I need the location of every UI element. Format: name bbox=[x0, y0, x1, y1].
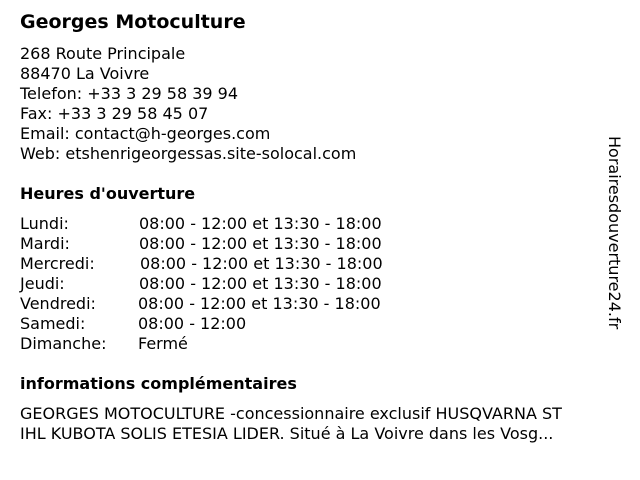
hours-day: Jeudi: bbox=[20, 274, 65, 293]
hours-time: 08:00 - 12:00 et 13:30 - 18:00 bbox=[139, 214, 382, 233]
phone-number: Telefon: +33 3 29 58 39 94 bbox=[20, 84, 239, 103]
website-address: Web: etshenrigeorgessas.site-solocal.com bbox=[20, 144, 357, 163]
email-address: Email: contact@h-georges.com bbox=[20, 124, 271, 143]
hours-time: 08:00 - 12:00 et 13:30 - 18:00 bbox=[138, 294, 381, 313]
info-line-1: GEORGES MOTOCULTURE -concessionnaire exclusif HUSQVARNA ST bbox=[20, 404, 562, 423]
hours-day: Vendredi: bbox=[20, 294, 96, 313]
contact-block bbox=[20, 44, 356, 164]
hours-time: 08:00 - 12:00 et 13:30 - 18:00 bbox=[140, 254, 383, 273]
info-description bbox=[20, 404, 620, 444]
hours-time: Fermé bbox=[138, 334, 188, 353]
hours-time: 08:00 - 12:00 bbox=[138, 314, 247, 333]
hours-day: Mardi: bbox=[20, 234, 70, 253]
info-line-2: IHL KUBOTA SOLIS ETESIA LIDER. Situé à La Voivre dans les Vosg... bbox=[20, 424, 554, 443]
hours-day: Lundi: bbox=[20, 214, 69, 233]
address-line-1: 268 Route Principale bbox=[20, 44, 186, 63]
business-name: Georges Motoculture bbox=[20, 11, 246, 33]
hours-day: Dimanche: bbox=[20, 334, 107, 353]
hours-day: Samedi: bbox=[20, 314, 86, 333]
hours-time: 08:00 - 12:00 et 13:30 - 18:00 bbox=[139, 274, 382, 293]
address-line-2: 88470 La Voivre bbox=[20, 64, 150, 83]
hours-time: 08:00 - 12:00 et 13:30 - 18:00 bbox=[139, 234, 382, 253]
hours-day: Mercredi: bbox=[20, 254, 95, 273]
info-heading: informations complémentaires bbox=[20, 374, 297, 393]
site-watermark: Horairesdouverture24.fr bbox=[605, 136, 624, 330]
fax-number: Fax: +33 3 29 58 45 07 bbox=[20, 104, 209, 123]
hours-heading: Heures d'ouverture bbox=[20, 184, 196, 203]
